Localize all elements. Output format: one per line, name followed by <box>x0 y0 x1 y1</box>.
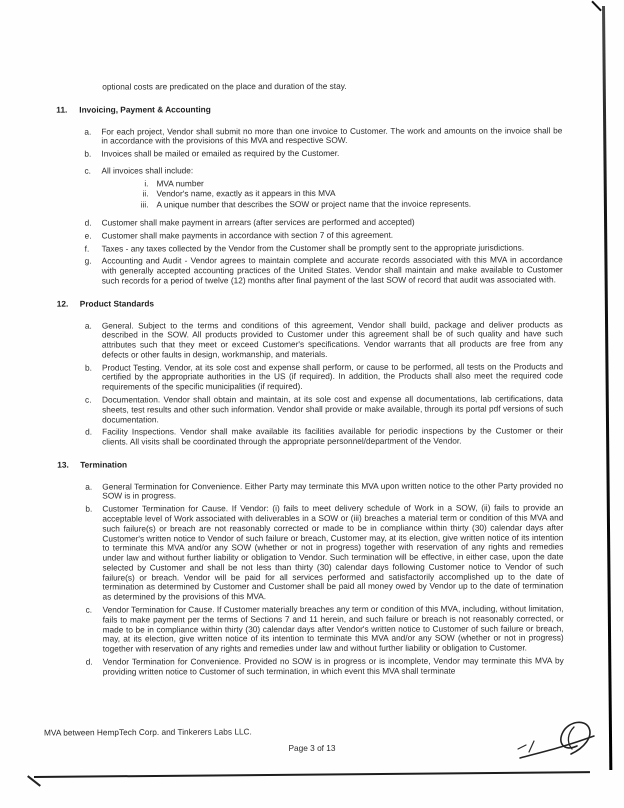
clause-item <box>85 243 563 254</box>
clause-text: Facility Inspections. Vendor shall make available its facilities available for periodic inspections by the Customer or their clients. All visits shall be coordinated through the appropriate personnel/department of the Vendor. <box>102 425 564 447</box>
clause-label: c. <box>85 604 93 615</box>
clause-label: a. <box>85 481 93 492</box>
clause-subitem <box>130 178 562 189</box>
clause-subitem <box>131 200 563 211</box>
document-section <box>57 298 563 447</box>
section-title: Product Standards <box>79 298 155 309</box>
clause-item <box>85 230 563 241</box>
clause-subtext: A unique number that describes the SOW or project name that the invoice represents. <box>156 198 472 210</box>
clause-label: b. <box>84 362 92 373</box>
clause-item <box>85 320 563 360</box>
clause-text: Documentation. Vendor shall obtain and maintain, at its sole cost and expense all documentations, lab certifications, data sheets, test results and other such information. Vendor shall provide or make available, through its portal pdf versions of such documentation. <box>102 393 564 425</box>
section-title: Invoicing, Payment & Accounting <box>79 104 211 115</box>
clause-item <box>84 126 562 147</box>
section-number: 13. <box>57 459 69 470</box>
clause-label: g. <box>84 255 92 266</box>
handwritten-initials-icon <box>514 716 600 770</box>
clause-item <box>85 217 563 228</box>
clause-text: Customer shall make payments in accordance with section 7 of this agreement. <box>101 229 394 241</box>
clause-text: General Termination for Convenience. Either Party may terminate this MVA upon written notice to the other Party provided no SOW is in progress. <box>102 479 564 501</box>
clause-subitems <box>102 178 562 211</box>
clause-item <box>85 362 563 393</box>
clause-label: b. <box>84 148 92 159</box>
clause-sublabel: ii. <box>142 188 149 199</box>
scan-edge-line-right <box>602 6 612 770</box>
clause-item <box>84 148 562 159</box>
clause-label: a. <box>84 320 92 331</box>
clause-label: f. <box>84 243 90 254</box>
clause-text: Vendor Termination for Convenience. Provided no SOW is in progress or is incomplete, Vendor may terminate this MVA by providing written notice to Customer of such termination, in which event this MVA shall terminate <box>102 655 564 677</box>
clause-item <box>85 504 563 603</box>
footer-agreement-line: MVA between HempTech Corp. and Tinkerers Labs LLC. <box>43 726 252 738</box>
clause-subtext: MVA number <box>156 177 204 189</box>
clause-text: Taxes - any taxes collected by the Vendor from the Customer shall be promptly sent to the appropriate jurisdictions. <box>101 242 525 254</box>
clause-label: e. <box>84 230 92 241</box>
section-number: 11. <box>56 104 68 115</box>
document-body <box>56 81 564 690</box>
clause-text: Product Testing. Vendor, at its sole cost and expense shall perform, or cause to be performed, all tests on the Products and certified by the appropriate authorities in the US (if required). In addition, the Products shall also meet the required code requirements of the specific municipalities (if required). <box>101 360 563 392</box>
clause-label: b. <box>85 503 93 514</box>
section-number: 12. <box>56 298 69 309</box>
section-heading <box>57 459 563 470</box>
clause-text: All invoices shall include: <box>101 165 194 176</box>
clause-item <box>86 656 564 677</box>
clause-label: d. <box>84 217 92 228</box>
clause-label: c. <box>85 394 92 405</box>
clause-sublabel: i. <box>144 178 149 189</box>
clause-label: c. <box>84 165 91 176</box>
section-title: Termination <box>80 459 128 470</box>
continuation-paragraph: optional costs are predicated on the place and duration of the stay. <box>102 80 347 92</box>
document-section <box>56 104 562 286</box>
clause-item <box>85 427 563 448</box>
clause-item <box>85 256 563 287</box>
clause-item <box>85 394 563 425</box>
section-heading <box>57 298 563 309</box>
clause-label: a. <box>84 126 92 137</box>
clause-label: d. <box>85 656 93 667</box>
clause-text: Vendor Termination for Cause. If Customer materially breaches any term or condition of this MVA, including, without limitation, fails to make payment per the terms of Sections 7 and 11 herein, and such failure or breach is not reasonably corrected, or made to be in compliance within thirty (30) calendar days after Vendor's written notice to Customer of such failure or breach, may, at its election, give written notice of its intention to terminate this MVA and/or any SOW (whether or not in progress) together with reservation of any rights and remedies under law and without further liability or obligation to Customer. <box>102 603 564 654</box>
clause-label: d. <box>85 426 93 437</box>
footer-page-indicator: Page 3 of 13 <box>288 743 336 753</box>
clause-text: Customer Termination for Cause. If Vendor: (i) fails to meet delivery schedule of Work in a SOW, (ii) fails to provide an acceptable level of Work associated with deliverables in a SOW or (iii) breaches a material term or condition of this MVA and such failure(s) or breach are not reasonably corrected or made to be in compliance within thirty (30) calendar days after Customer's written notice to Vendor of such failure or breach, Customer may, at its election, give written notice of its intention to terminate this MVA and/or any SOW (whether or not in progress) together with reservation of any rights and remedies under law and without further liability or obligation to Vendor. Such termination will be effective, in either case, upon the date selected by Customer and shall be not less than thirty (30) calendar days following Customer notice to Vendor of such failure(s) or breach. Vendor will be paid for all services performed and satisfactorily accomplished up to the date of termination as determined by Customer and Customer shall be paid all money owed by Vendor up to the date of termination as determined by the provisions of this MVA. <box>102 502 564 602</box>
clause-text: For each project, Vendor shall submit no more than one invoice to Customer. The work and amounts on the invoice shall be in accordance with the provisions of this MVA and respective SOW. <box>101 124 563 146</box>
section-heading <box>56 104 562 115</box>
clause-text: Customer shall make payment in arrears (after services are performed and accepted) <box>101 216 415 228</box>
clause-item <box>85 481 563 502</box>
clause-sublabel: iii. <box>140 199 149 210</box>
document-section <box>57 459 564 677</box>
clause-subtext: Vendor's name, exactly as it appears in this MVA <box>156 188 336 199</box>
scan-tick-top-right <box>591 1 602 12</box>
clause-text: General. Subject to the terms and conditions of this agreement, Vendor shall build, package and deliver products as described in the SOW. All products provided to Customer under this agreement shall be of such quality and have such attributes such that they meet or exceed Customer's specifications. Vendor warrants that all products are free from any defects or other faults in design, workmanship, and materials. <box>101 318 563 360</box>
clause-item <box>86 604 564 654</box>
scan-edge-line-bottom <box>34 771 590 778</box>
document-sections <box>56 104 563 677</box>
clause-text: Accounting and Audit - Vendor agrees to maintain complete and accurate records associated with this MVA in accordance with generally accepted accounting practices of the United States. Vendor shall maintain and make available to Customer such records for a period of twelve (12) months after final payment of the last SOW of record that audit was associated with. <box>101 254 563 286</box>
clause-subitem <box>130 189 562 200</box>
clause-text: Invoices shall be mailed or emailed as required by the Customer. <box>101 148 340 159</box>
clause-item <box>84 165 562 176</box>
